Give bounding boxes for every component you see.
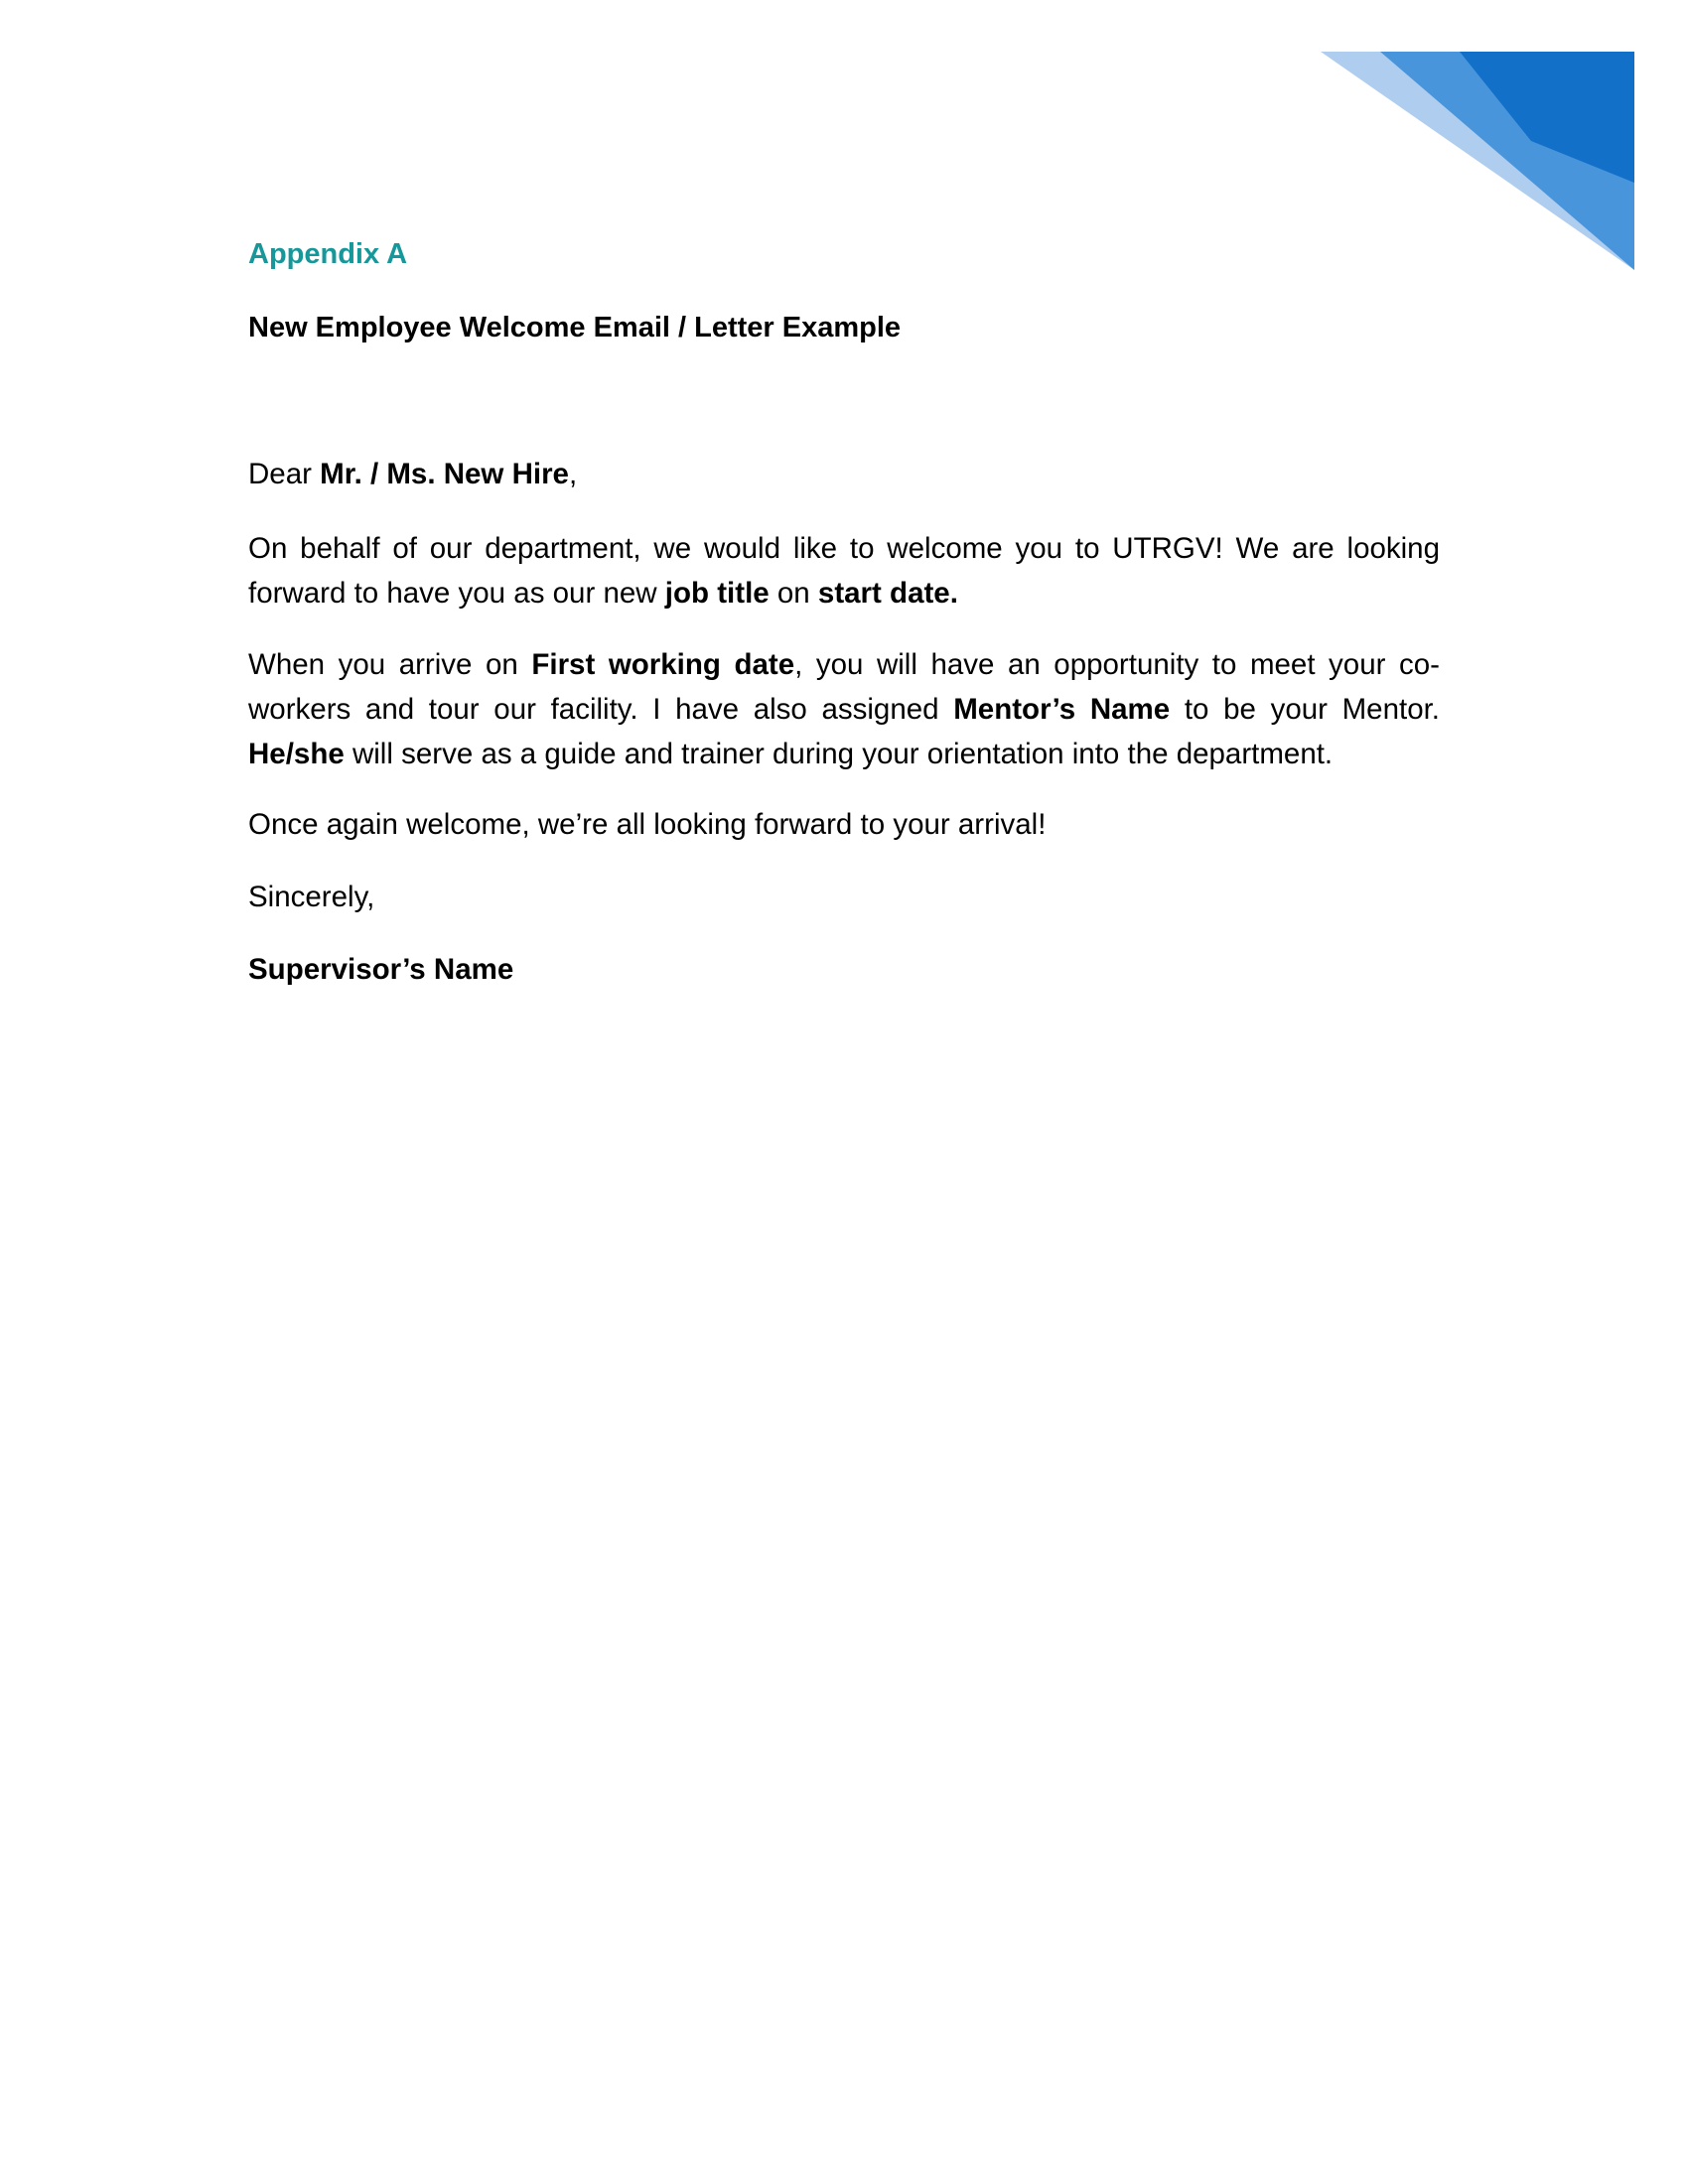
closing-paragraph: Once again welcome, we’re all looking forward to your arrival! xyxy=(248,808,1047,841)
intro-text-2: on xyxy=(769,577,818,610)
salutation xyxy=(248,452,1440,496)
recipient-placeholder: Mr. / Ms. New Hire xyxy=(320,458,569,490)
salutation-suffix: , xyxy=(568,458,578,490)
supervisor-signature: Supervisor’s Name xyxy=(248,953,514,986)
arrival-text-4: will serve as a guide and trainer during your orientation into the department. xyxy=(344,738,1334,770)
pronoun-placeholder: He/she xyxy=(248,738,345,770)
intro-paragraph xyxy=(248,526,1440,615)
sign-off: Sincerely, xyxy=(248,881,375,913)
appendix-heading: Appendix A xyxy=(248,238,408,270)
salutation-prefix: Dear xyxy=(248,458,321,490)
intro-text-1: On behalf of our department, we would like to welcome you to UTRGV! We are looking forward to have you as our new xyxy=(248,532,1440,610)
corner-decoration xyxy=(1321,52,1634,270)
start-date-placeholder: start date. xyxy=(817,577,958,610)
arrival-text-1: When you arrive on xyxy=(248,648,532,681)
mentor-name-placeholder: Mentor’s Name xyxy=(953,693,1171,726)
arrival-text-2: , you will have an opportunity to meet your co-workers and tour our facility. I have also assigned xyxy=(248,648,1440,726)
arrival-paragraph xyxy=(248,642,1440,776)
first-working-date-placeholder: First working date xyxy=(531,648,795,681)
arrival-text-3: to be your Mentor. xyxy=(1170,693,1440,726)
document-title: New Employee Welcome Email / Letter Example xyxy=(248,312,902,343)
job-title-placeholder: job title xyxy=(664,577,770,610)
